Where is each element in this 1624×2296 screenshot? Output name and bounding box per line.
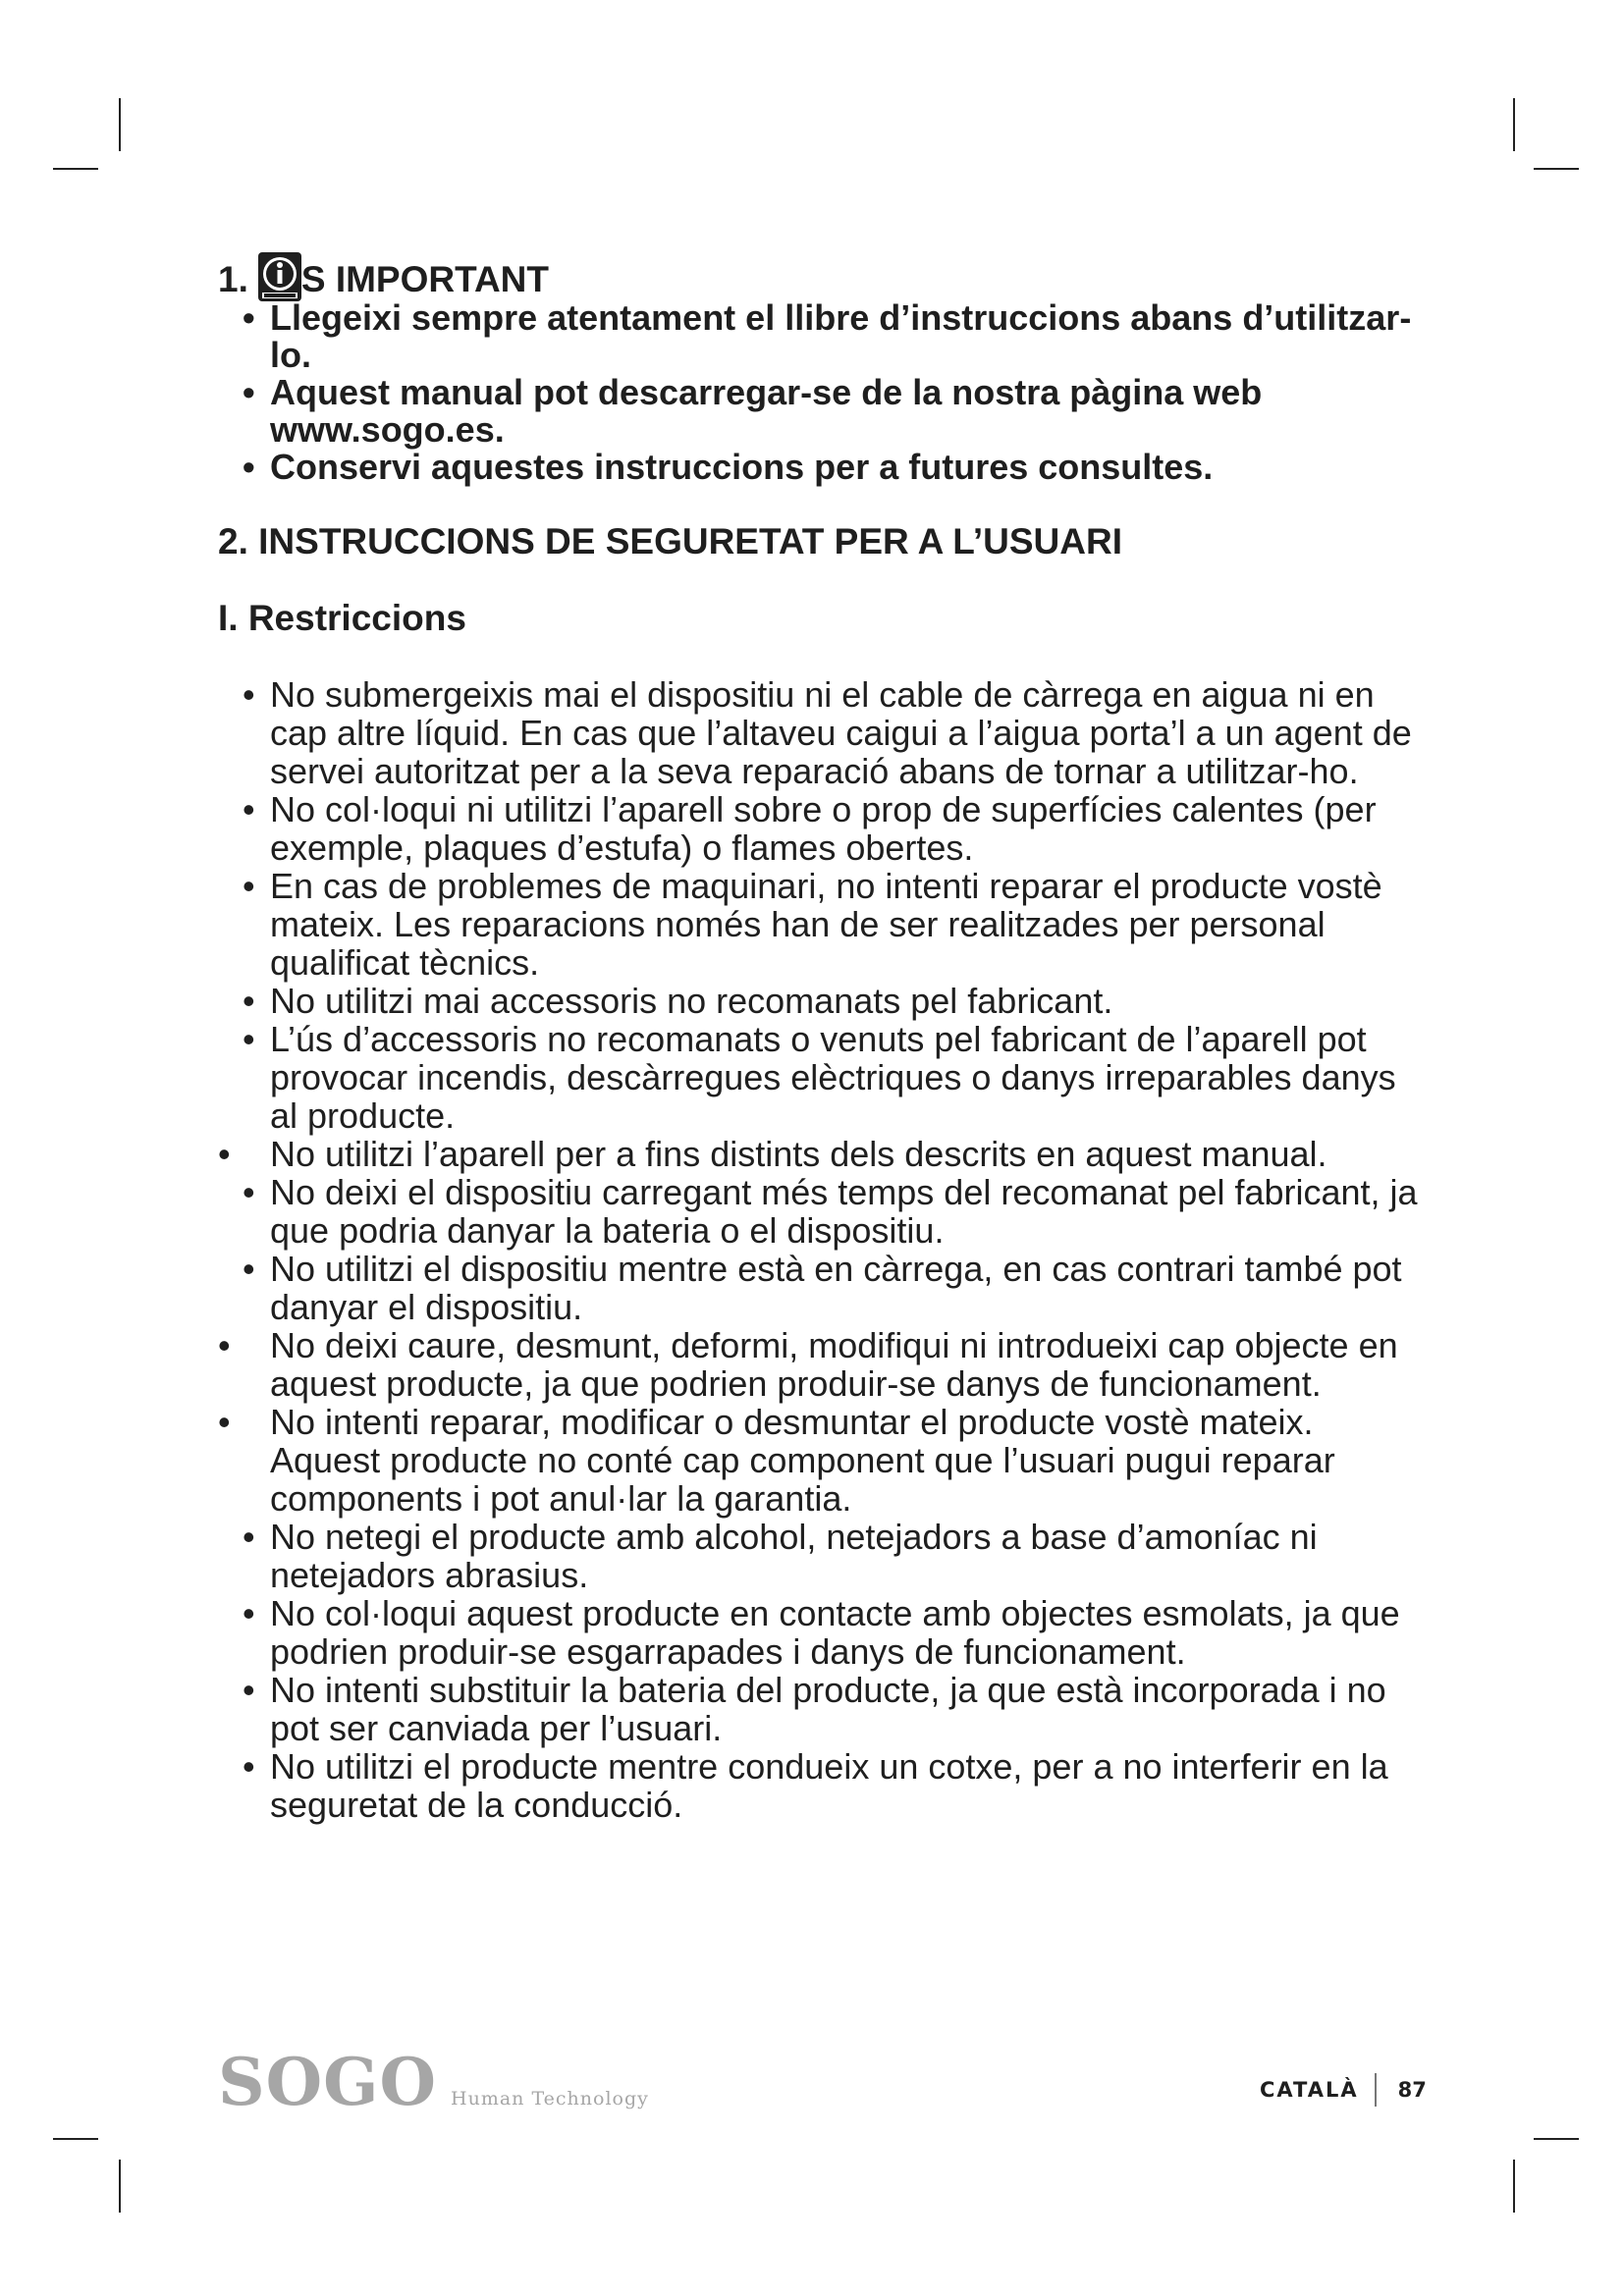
list-item: • No utilitzi l’aparell per a fins distints dels descrits en aquest manual. (218, 1134, 1327, 1174)
language-label: CATALÀ (1260, 2078, 1359, 2102)
page-number: 87 (1397, 2078, 1427, 2102)
section1-number: 1. (218, 259, 248, 299)
restrictions-subtitle: I. Restriccions (218, 598, 466, 638)
list-item: • No utilitzi mai accessoris no recomanats pel fabricant. (243, 981, 1113, 1021)
brand-logo (218, 2044, 649, 2120)
crop-mark (53, 168, 98, 170)
section1-title: S IMPORTANT (300, 259, 549, 299)
list-item: • No intenti reparar, modificar o desmuntar el producte vostè mateix. Aquest producte no conté cap component que l’usuari pugui reparar components i pot anul·lar la garantia. (218, 1402, 1335, 1519)
crop-mark (1513, 2160, 1515, 2213)
section2-title: 2. INSTRUCCIONS DE SEGURETAT PER A L’USUARI (218, 521, 1122, 561)
brand-tagline: Human Technology (451, 2088, 649, 2109)
info-icon (258, 252, 301, 301)
list-item: • No deixi caure, desmunt, deformi, modifiqui ni introdueixi cap objecte en aquest producte, ja que podrien produir-se danys de funcionament. (218, 1325, 1398, 1404)
crop-mark (53, 2138, 98, 2140)
brand-name: SOGO (218, 2044, 438, 2120)
footer-divider (1375, 2073, 1377, 2107)
crop-mark (119, 98, 121, 151)
crop-mark (1513, 98, 1515, 151)
list-item: • Conservi aquestes instruccions per a futures consultes. (243, 447, 1214, 487)
section1-heading (218, 250, 1426, 299)
list-item: • No utilitzi el producte mentre condueix un cotxe, per a no interferir en la seguretat de la conducció. (243, 1746, 1388, 1825)
list-item: • En cas de problemes de maquinari, no intenti reparar el producte vostè mateix. Les reparacions només han de ser realitzades per personal qualificat tècnics. (243, 866, 1382, 983)
list-item: • Llegeixi sempre atentament el llibre d’instruccions abans d’utilitzar-lo. (243, 297, 1412, 375)
list-item: • No utilitzi el dispositiu mentre està en càrrega, en cas contrari també pot danyar el dispositiu. (243, 1249, 1402, 1327)
crop-mark (1534, 2138, 1579, 2140)
page-footer (1260, 2073, 1427, 2107)
crop-mark (119, 2160, 121, 2213)
list-item: • No col·loqui aquest producte en contacte amb objectes esmolats, ja que podrien produir-se esgarrapades i danys de funcionament. (243, 1593, 1400, 1672)
list-item: • No deixi el dispositiu carregant més temps del recomanat pel fabricant, ja que podria danyar la bateria o el dispositiu. (243, 1172, 1418, 1251)
important-list (218, 299, 1426, 486)
list-item: • No submergeixis mai el dispositiu ni el cable de càrrega en aigua ni en cap altre líquid. En cas que l’altaveu caigui a l’aigua porta’l a un agent de servei autoritzat per a la seva reparació abans de tornar a utilitzar-ho. (243, 674, 1412, 791)
list-item: • No intenti substituir la bateria del producte, ja que està incorporada i no pot ser canviada per l’usuari. (243, 1670, 1386, 1748)
list-item: • No netegi el producte amb alcohol, netejadors a base d’amoníac ni netejadors abrasius. (243, 1517, 1318, 1595)
restrictions-list (218, 675, 1426, 1824)
list-item: • Aquest manual pot descarregar-se de la nostra pàgina web www.sogo.es. (243, 372, 1263, 450)
list-item: • L’ús d’accessoris no recomanats o venuts pel fabricant de l’aparell pot provocar incendis, descàrregues elèctriques o danys irreparables danys al producte. (243, 1019, 1396, 1136)
page-content (218, 250, 1426, 1824)
crop-mark (1534, 168, 1579, 170)
list-item: • No col·loqui ni utilitzi l’aparell sobre o prop de superfícies calentes (per exemple, plaques d’estufa) o flames obertes. (243, 789, 1377, 868)
